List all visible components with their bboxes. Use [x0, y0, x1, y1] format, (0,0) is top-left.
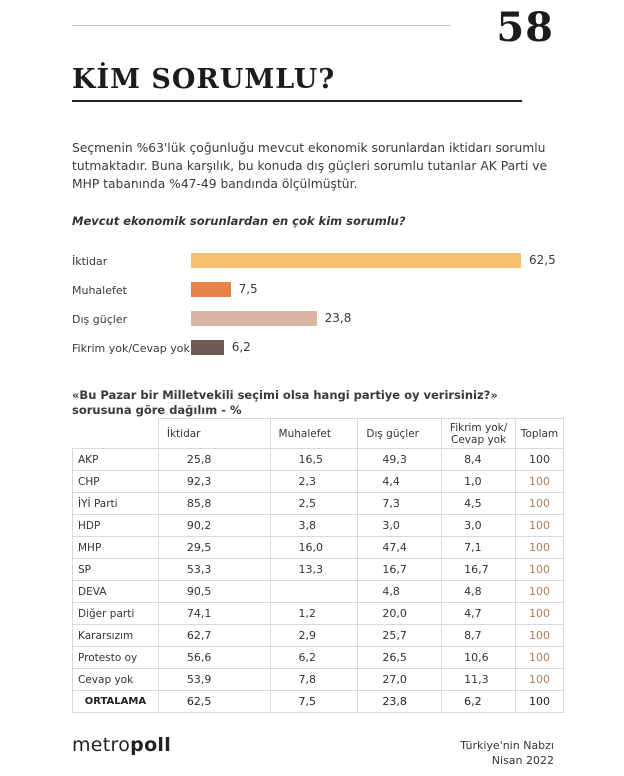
table-cell: 2,9 — [270, 625, 358, 647]
table-cell: 100 — [516, 449, 564, 471]
table-cell: 100 — [516, 537, 564, 559]
top-rule — [72, 25, 450, 26]
table-cell: 1,0 — [442, 471, 516, 493]
intro-paragraph: Seçmenin %63'lük çoğunluğu mevcut ekonomik sorunlardan iktidarı sorumlu tutmaktadır. Buna karşılık, bu konuda dış güçleri sorumlu tutanlar AK Parti ve MHP tabanında %47-49 bandında ölçülmüştür. — [72, 141, 548, 191]
table-row-label: Cevap yok — [73, 669, 159, 691]
table-cell: 53,3 — [158, 559, 270, 581]
table-cell: 62,5 — [158, 691, 270, 713]
table-cell: 90,5 — [158, 581, 270, 603]
table-cell: 20,0 — [358, 603, 442, 625]
table-cell: 90,2 — [158, 515, 270, 537]
table-row — [73, 647, 564, 669]
table-cell: 47,4 — [358, 537, 442, 559]
chart-question: Mevcut ekonomik sorunlardan en çok kim sorumlu? — [72, 214, 406, 228]
table-cell: 16,0 — [270, 537, 358, 559]
table-cell: 29,5 — [158, 537, 270, 559]
table-cell: 3,0 — [358, 515, 442, 537]
table-row-label: Protesto oy — [73, 647, 159, 669]
footer-source — [460, 738, 554, 768]
responsibility-bar-chart — [72, 252, 592, 368]
table-cell: 100 — [516, 691, 564, 713]
table-cell: 6,2 — [270, 647, 358, 669]
table-cell: 16,7 — [358, 559, 442, 581]
bar — [191, 311, 317, 326]
table-column-header: İktidar — [158, 419, 270, 449]
table-cell: 100 — [516, 581, 564, 603]
table-cell: 7,1 — [442, 537, 516, 559]
table-cell: 25,7 — [358, 625, 442, 647]
table-cell: 13,3 — [270, 559, 358, 581]
table-row — [73, 559, 564, 581]
table-cell: 2,5 — [270, 493, 358, 515]
table-average-row — [73, 691, 564, 713]
table-row-label: AKP — [73, 449, 159, 471]
table-cell: 100 — [516, 493, 564, 515]
bar-value-label: 62,5 — [529, 253, 556, 267]
bar-category-label: Muhalefet — [72, 284, 127, 297]
table-row-label: Diğer parti — [73, 603, 159, 625]
table-cell: 7,3 — [358, 493, 442, 515]
table-cell: 85,8 — [158, 493, 270, 515]
table-cell: 23,8 — [358, 691, 442, 713]
table-cell: 26,5 — [358, 647, 442, 669]
bar-value-label: 6,2 — [231, 340, 251, 354]
table-row-label: Kararsızım — [73, 625, 159, 647]
table-cell: 92,3 — [158, 471, 270, 493]
table-cell: 16,5 — [270, 449, 358, 471]
bar — [191, 282, 231, 297]
table-cell — [270, 581, 358, 603]
table-cell: 27,0 — [358, 669, 442, 691]
table-column-header: Muhalefet — [270, 419, 358, 449]
table-row-label: DEVA — [73, 581, 159, 603]
table-cell: 100 — [516, 471, 564, 493]
table-corner-cell — [73, 419, 159, 449]
table-cell: 100 — [516, 669, 564, 691]
metropoll-logo — [72, 734, 171, 756]
table-row-label: CHP — [73, 471, 159, 493]
table-row-label: İYİ Parti — [73, 493, 159, 515]
table-cell: 7,5 — [270, 691, 358, 713]
table-column-header: Fikrim yok/ Cevap yok — [442, 419, 516, 449]
table-cell: 1,2 — [270, 603, 358, 625]
table-cell: 4,4 — [358, 471, 442, 493]
table-cell: 100 — [516, 625, 564, 647]
title-underline — [72, 100, 522, 102]
table-column-header: Dış güçler — [358, 419, 442, 449]
bar-value-label: 7,5 — [238, 282, 258, 296]
table-cell: 10,6 — [442, 647, 516, 669]
table-cell: 2,3 — [270, 471, 358, 493]
logo-bold-text: poll — [130, 734, 172, 756]
table-question: «Bu Pazar bir Milletvekili seçimi olsa hangi partiye oy verirsiniz?» sorusuna göre dağılım - % — [72, 388, 498, 417]
table-row — [73, 603, 564, 625]
table-row-label: MHP — [73, 537, 159, 559]
table-cell: 49,3 — [358, 449, 442, 471]
page-title: KİM SORUMLU? — [72, 64, 336, 95]
table-cell: 53,9 — [158, 669, 270, 691]
bar-row — [72, 281, 592, 310]
bar-row — [72, 310, 592, 339]
table-cell: 16,7 — [442, 559, 516, 581]
bar-category-label: Dış güçler — [72, 313, 128, 326]
table-row — [73, 669, 564, 691]
footer-line-2: Nisan 2022 — [491, 754, 554, 767]
table-cell: 8,4 — [442, 449, 516, 471]
table-column-header: Toplam — [516, 419, 564, 449]
table-cell: 6,2 — [442, 691, 516, 713]
footer-line-1: Türkiye'nin Nabzı — [460, 739, 554, 752]
bar-value-label: 23,8 — [324, 311, 352, 325]
table-cell: 3,0 — [442, 515, 516, 537]
table-cell: 7,8 — [270, 669, 358, 691]
table-row-label: HDP — [73, 515, 159, 537]
table-header-row — [73, 419, 564, 449]
bar-category-label: İktidar — [72, 255, 108, 268]
table-cell: 62,7 — [158, 625, 270, 647]
table-row — [73, 471, 564, 493]
vote-crosstab-table — [72, 418, 564, 713]
table-row — [73, 625, 564, 647]
table-cell: 4,5 — [442, 493, 516, 515]
bar-row — [72, 252, 592, 281]
page-number: 58 — [496, 4, 554, 51]
table-cell: 3,8 — [270, 515, 358, 537]
table-cell: 100 — [516, 559, 564, 581]
table-row — [73, 515, 564, 537]
bar — [191, 253, 521, 268]
table-cell: 4,8 — [358, 581, 442, 603]
table-row-label: ORTALAMA — [73, 691, 159, 713]
table-row — [73, 449, 564, 471]
table-cell: 74,1 — [158, 603, 270, 625]
table-row-label: SP — [73, 559, 159, 581]
table-row — [73, 581, 564, 603]
table-cell: 4,7 — [442, 603, 516, 625]
bar-category-label: Fikrim yok/Cevap yok — [72, 342, 190, 355]
bar-row — [72, 339, 592, 368]
table-cell: 100 — [516, 647, 564, 669]
table-cell: 25,8 — [158, 449, 270, 471]
table-cell: 8,7 — [442, 625, 516, 647]
table-row — [73, 537, 564, 559]
table-cell: 11,3 — [442, 669, 516, 691]
table-cell: 100 — [516, 603, 564, 625]
bar — [191, 340, 224, 355]
table-row — [73, 493, 564, 515]
table-cell: 4,8 — [442, 581, 516, 603]
table-cell: 100 — [516, 515, 564, 537]
logo-light-text: metro — [72, 734, 131, 756]
table-cell: 56,6 — [158, 647, 270, 669]
